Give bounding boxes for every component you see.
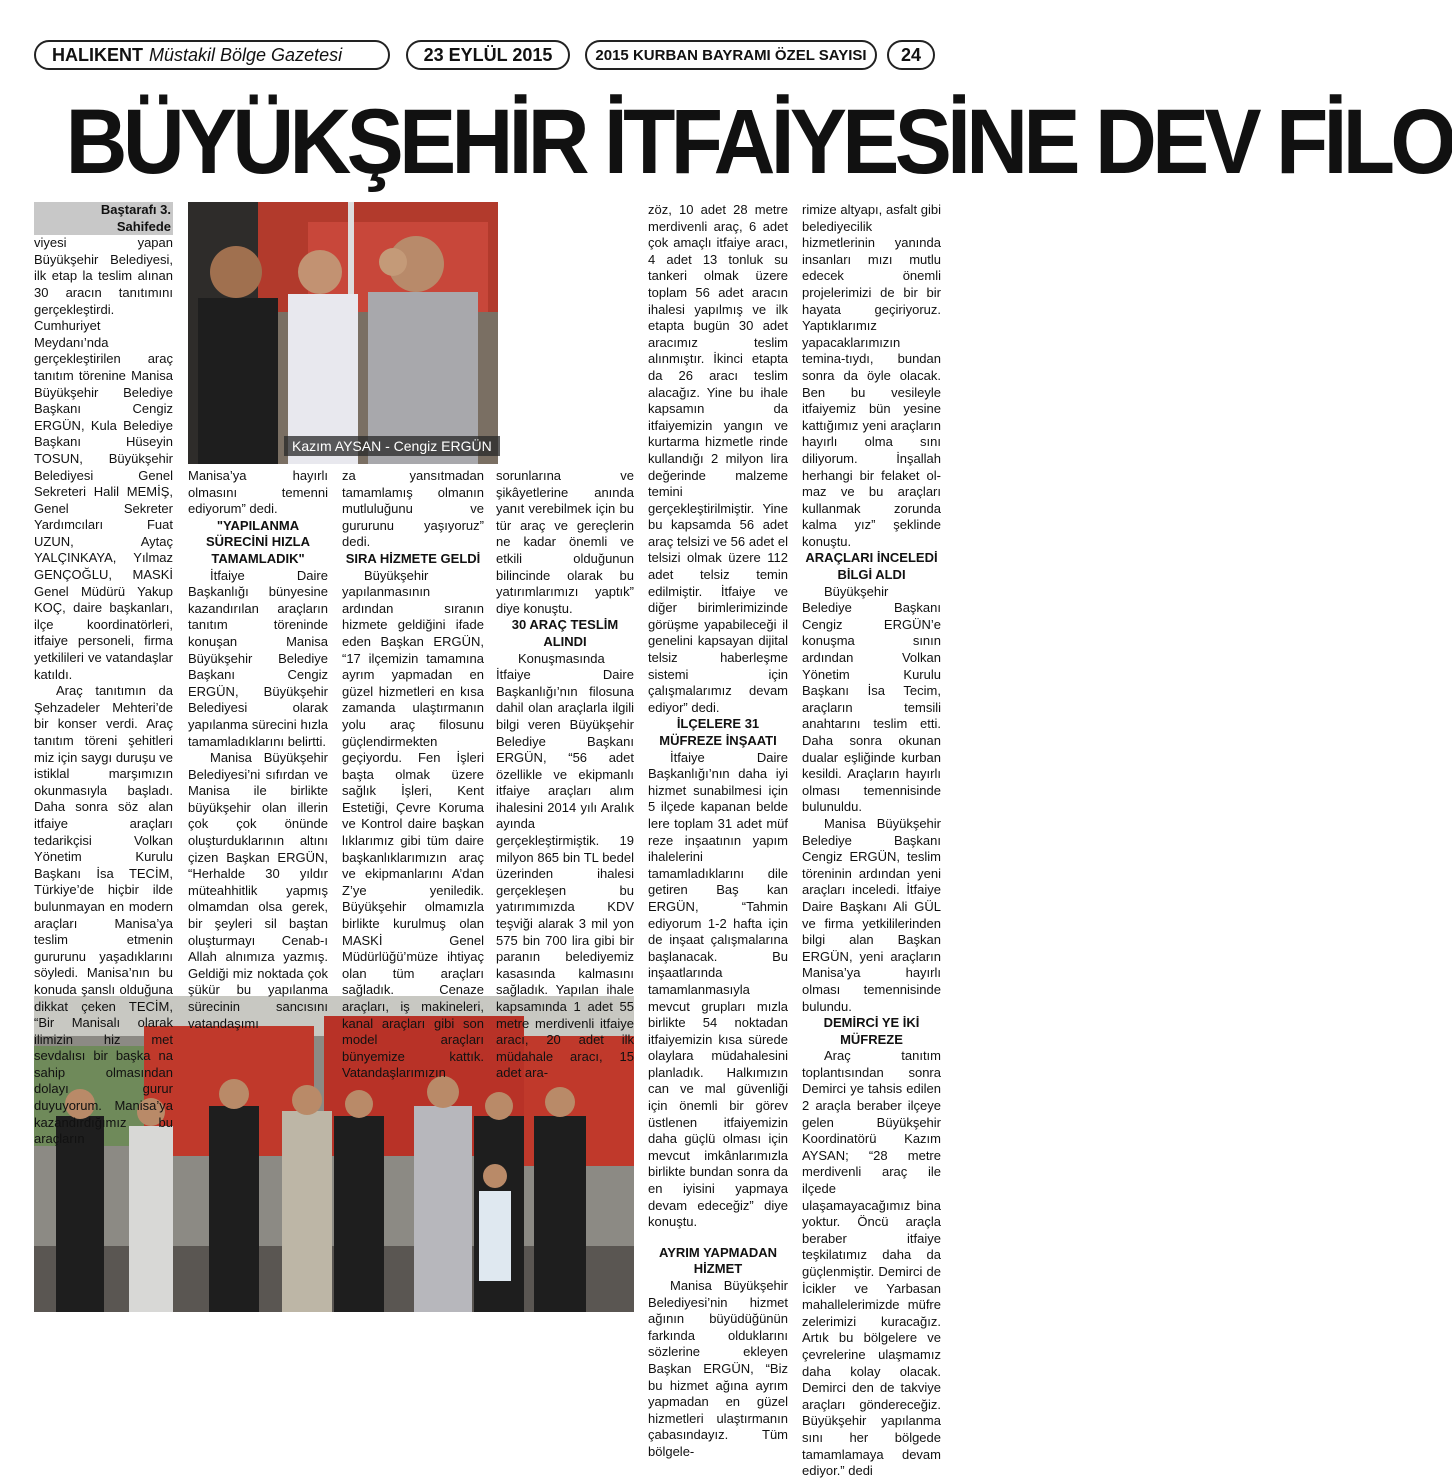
article-paragraph: Araç tanıtım toplantısından sonra Demirci ye tahsis edilen 2 araçla beraber ilçeye gelen Büyükşehir Koordinatörü Kazım AYSAN; “28 metre merdivenli araç ile ilçede ulaşamayacağımız bina yoktur. Öncü araçla beraber itfaiye teşkilatımız daha da güçlenmiştir. Demirci de İcikler ve Yarbasan mahallelerimizde müfre zelerimizi kuracağız. Artık bu bölgelere ve çevrelerine ulaşmamız daha kolay olacak. Demirci den de takviye araçları göndereceğiz. Büyükşehir yapılanma sını her bölgede tamamlamaya devam ediyor.” dedi [802,1048,941,1479]
article-paragraph: İtfaiye Daire Başkanlığı’nın daha iyi hizmet sunabilmesi için 5 ilçede kapanan belde lere toplam 31 adet müf reze inşaatının yapım ihalelerini tamamladıklarını dile getiren Baş kan ERGÜN, “Tahmin ediyorum 1-2 hafta için de inşaat çalışmalarına başlanacak. Bu inşaatlarında tamamlanmasıyla mevcut grupları mızla birlikte 54 noktadan itfaiyemizin kısa sürede olaylara müdahalesini planladık. Halkımızın can ve mal güvenliği için önemli bir görev üstlenen itfaiyemizin daha güçlü olması için mevcut imkânlarımızla birlikte bundan sonra da en iyisini yapmaya devam edeceğiz” diye konuştu. [648,749,788,1230]
article-paragraph: Büyükşehir Belediye Başkanı Cengiz ERGÜN’e konuşma sının ardından Volkan Yönetim Kurulu Başkanı İsa Tecim, araçların temsili anahtarını teslim etti. Daha sonra okunan dualar eşliğinde kurban kesildi. Araçların hayırlı olması temennisinde bulunuldu. [802,583,941,815]
subheading: 30 ARAÇ TESLİM ALINDI [511,617,619,649]
issue-date: 23 EYLÜL 2015 [406,40,570,70]
page-number: 24 [887,40,935,70]
article-paragraph: sorunlarına ve şikâyetlerine anında yanıt verebilmek için bu tür araç ve gereçlerin ne kadar önemli ve etkili olduğunun bilincinde olarak bu yatırımlarımızı yaptık” diye konuştu. [496,468,634,616]
article-column-1 [34,202,173,1148]
article-column-2 [188,468,328,1032]
article-paragraph: viyesi yapan Büyükşehir Belediyesi, ilk etap la teslim alınan 30 aracın tanıtımını gerçekleştirdi. Cumhuriyet Meydanı’nda gerçekleştirilen araç tanıtım törenine Manisa Büyükşehir Belediye Başkanı Cengiz ERGÜN, Kula Belediye Başkanı Hüseyin TOSUN, Büyükşehir Belediyesi Genel Sekreteri Halil MEMİŞ, Genel Sekreter Yardımcıları Fuat UZUN, Aytaç YALÇINKAYA, Yılmaz GENÇOĞLU, MASKİ Genel Müdürü Yakup KOÇ, daire başkanları, ilçe koordinatörleri, itfaiye personeli, firma yetkilileri ve vatandaşlar katıldı. [34,235,173,682]
article-paragraph: Büyükşehir yapılanmasının ardından sıranın hizmete geldiğini ifade eden Başkan ERGÜN, “17 ilçemizin tamamına ayrım yapmadan en güzel hizmetleri en kısa zamanda ulaştırmanın yolu araç filosunu güçlendirmekten geçiyordu. Fen İşleri başta olmak üzere sağlık İşleri, Kent Estetiği, Çevre Koruma ve Kontrol daire başkan lıklarımız gibi tüm daire başkanlıklarımızın araç ve ekipmanlarını A’dan Z’ye yeniledik. Büyükşehir olmamızla birlikte kurulmuş olan MASKİ Genel Müdürlüğü’müze ihtiyaç olan tüm araçları sağladık. Cenaze araçları, iş makineleri, kanal araçları gibi son model araçları bünyemize kattık. Vatandaşlarımızın [342,567,484,1081]
paper-name: HALIKENT [52,44,143,65]
subheading: "YAPILANMA SÜRECİNİ HIZLA TAMAMLADIK" [206,517,310,566]
article-column-4 [496,468,634,1082]
article-paragraph: zöz, 10 adet 28 metre merdivenli araç, 6 adet çok amaçlı itfaiye aracı, 4 adet 13 tonluk su tankeri olmak üzere toplam 56 adet aracın ihalesi yapılmış ve ilk etapta bugün 30 adet aracımız teslim alınmıştır. İkinci etapta da 26 aracı teslim alacağız. Yine bu ihale kapsamın da itfaiyemizin yangın ve kurtarma hizmetle rinde kullandığı 2 milyon lira değerinde malzeme temini gerçekleştirilmiştir. Yine bu kapsamda 56 adet araç telsizi ve 56 adet el telsizi olmak üzere 112 adet telsiz temin edilmiştir. İtfaiye ve diğer birimlerimizinde görüşme yapabileceği il genelini kapsayan dijital telsiz haberleşme sistemi için çalışmalarımız devam ediyor” dedi. [648,202,788,715]
article-paragraph: rimize altyapı, asfalt gibi belediyecilik hizmetlerinin yanında insanları mızı mutlu edecek önemli projelerimizi de bir bir hayata geçiriyoruz. Yaptıklarımız yapacaklarımızın temina-tıydı, bundan sonra da öyle olacak. Ben bu vesileyle itfaiyemiz bün yesine kattığımız yeni araçların hayırlı olma sını diliyorum. İnşallah herhangi bir felaket ol-maz ve bu araçları kullanmak zorunda kalma yız” şeklinde konuştu. [802,202,941,549]
subheading: İLÇELERE 31 MÜFREZE İNŞAATI [659,716,777,748]
masthead-paper-name [34,40,390,70]
issue-title: 2015 KURBAN BAYRAMI ÖZEL SAYISI [585,40,877,70]
article-column-6 [802,202,941,1480]
article-paragraph: Araç tanıtımın da Şehzadeler Mehteri’de bir konser verdi. Araç tanıtım töreni şehitleri miz için saygı duruşu ve istiklal marşımızın okunmasıyla başladı. Daha sonra söz alan itfaiye araçları tedarikçisi Volkan Yönetim Kurulu Başkanı İsa TECİM, Türkiye’de hiçbir ilde bulunmayan en modern araçları Manisa’ya teslim etmenin gururunu yaşadıklarını söyledi. Manisa’nın bu konuda şanslı olduğuna dikkat çeken TECİM, “Bir Manisalı olarak ilimizin hiz met sevdalısı bir başka na sahip olmasından dolayı gurur duyuyorum. Manisa’ya kazandırdığımız bu araçların [34,683,173,1147]
article-paragraph: Manisa Büyükşehir Belediyesi’ni sıfırdan ve Manisa ile birlikte büyükşehir olan illerin çok çok önünde oluşturduklarının altını çizen Başkan ERGÜN, “Herhalde 30 yıldır müteahhitlik yapmış olmamdan olsa gerek, bir şeyleri sil baştan oluşturmayı Cenab-ı Allah alnımıza yazmış. Geldiği miz noktada çok şükür bu yapılanma sürecinin sancısını vatandaşımı [188,750,328,1031]
continued-from-label: Baştarafı 3. Sahifede [34,202,173,235]
article-paragraph: Manisa’ya hayırlı olmasını temenni ediyorum” dedi. [188,468,328,517]
photo-handshake-illustration [188,202,498,464]
article-column-3 [342,468,484,1082]
paper-subtitle: Müstakil Bölge Gazetesi [149,44,343,65]
subheading: AYRIM YAPMADAN HİZMET [659,1244,777,1277]
photo-caption: Kazım AYSAN - Cengiz ERGÜN [284,436,500,456]
article-paragraph: Manisa Büyükşehir Belediyesi’nin hizmet ağının büyüdüğünün farkında olduklarını sözlerine ekleyen Başkan ERGÜN, “Biz bu hizmet ağına ayrım yapmadan en güzel hizmetleri ulaştırmanın çabasındayız. Tüm bölgele- [648,1278,788,1459]
subheading: DEMİRCİ YE İKİ MÜFREZE [823,1015,920,1047]
photo-handshake [188,202,498,464]
article-paragraph: za yansıtmadan tamamlamış olmanın mutluluğunu ve gururunu yaşıyoruz” dedi. [342,468,484,550]
subheading: SIRA HİZMETE GELDİ [345,550,481,566]
headline: BÜYÜKŞEHİR İTFAİYESİNE DEV FİLO [65,91,1452,193]
subheading: ARAÇLARI İNCELEDİ BİLGİ ALDI [805,550,938,583]
article-paragraph: Konuşmasında İtfaiye Daire Başkanlığı’nın filosuna dahil olan araçlarla ilgili bilgi veren Büyükşehir Belediye Başkanı ERGÜN, “56 adet özellikle ve ekipmanlı itfaiye araçları alım ihalesini 2014 yılı Aralık ayında gerçekleştirmiştik. 19 milyon 865 bin TL bedel üzerinden ihalesi gerçekleşen bu yatırımımızda KDV teşviği alarak 3 mil yon 575 bin 700 lira gibi bir paranın belediyemiz kasasında kalmasını sağladık. Yapılan ihale kapsamında 1 adet 55 metre merdivenli itfaiye aracı, 20 adet ilk müdahale aracı, 15 adet ara- [496,650,634,1081]
article-paragraph: Manisa Büyükşehir Belediye Başkanı Cengiz ERGÜN, teslim töreninin ardından yeni araçları inceledi. İtfaiye Daire Başkanı Ali GÜL ve firma yetkililerinden bilgi alan Başkan ERGÜN, yeni araçların Manisa’ya hayırlı olması temennisinde bulundu. [802,815,941,1014]
article-paragraph: İtfaiye Daire Başkanlığı bünyesine kazandırılan araçların tanıtım töreninde konuşan Manisa Büyükşehir Belediye Başkanı Cengiz ERGÜN, Büyükşehir Belediyesi olarak yapılanma sürecini hızla tamamladıklarını belirtti. [188,567,328,749]
article-column-5 [648,202,788,1461]
